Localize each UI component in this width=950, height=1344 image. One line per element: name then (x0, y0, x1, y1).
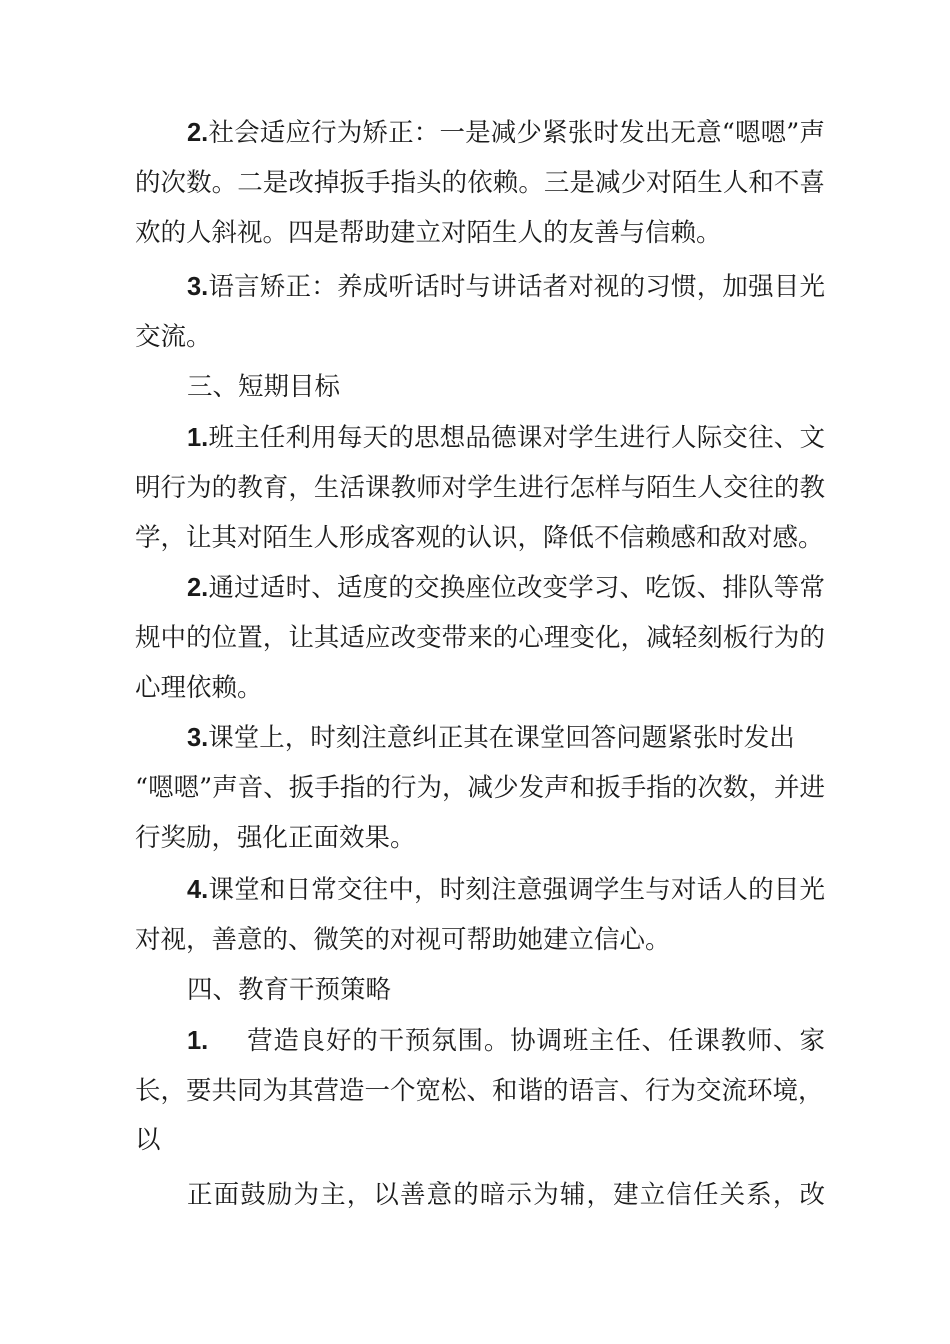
paragraph-text: 课堂上，时刻注意纠正其在课堂回答问题紧张时发出 (208, 723, 795, 753)
paragraph-goal-1-line-3: 学，让其对陌生人形成客观的认识，降低不信赖感和敌对感。 (135, 523, 824, 553)
paragraph-strategy-1-line-3: 以 (135, 1125, 161, 1155)
list-number: 3. (187, 273, 209, 301)
paragraph-goal-1-line-2: 明行为的教育，生活课教师对学生进行怎样与陌生人交往的教 (135, 473, 825, 503)
paragraph-goal-1-line-1 (187, 418, 825, 458)
paragraph-text: 社会适应行为矫正：一是减少紧张时发出无意“嗯嗯”声 (208, 118, 825, 148)
list-number: 1. (187, 1027, 209, 1055)
section-heading-intervention-strategy: 四、教育干预策略 (187, 975, 392, 1005)
paragraph-text: 语言矫正：养成听话时与讲话者对视的习惯，加强目光 (208, 272, 825, 302)
paragraph-language-line-1 (187, 267, 825, 307)
paragraph-strategy-1-continuation: 正面鼓励为主，以善意的暗示为辅，建立信任关系，改 (187, 1180, 825, 1210)
paragraph-goal-4-line-1 (187, 870, 825, 910)
paragraph-language-line-2: 交流。 (135, 322, 212, 352)
list-number: 2. (187, 574, 209, 602)
list-number: 4. (187, 876, 209, 904)
paragraph-social-line-3: 欢的人斜视。四是帮助建立对陌生人的友善与信赖。 (135, 218, 722, 248)
paragraph-strategy-1-line-2: 长，要共同为其营造一个宽松、和谐的语言、行为交流环境， (135, 1076, 824, 1106)
paragraph-text: 营造良好的干预氛围。协调班主任、任课教师、家 (246, 1026, 825, 1056)
list-number: 2. (187, 119, 209, 147)
paragraph-text: 班主任利用每天的思想品德课对学生进行人际交往、文 (208, 423, 825, 453)
paragraph-goal-2-line-1 (187, 568, 825, 608)
paragraph-text: 课堂和日常交往中，时刻注意强调学生与对话人的目光 (208, 875, 825, 905)
paragraph-goal-3-line-2: “嗯嗯”声音、扳手指的行为，减少发声和扳手指的次数，并进 (135, 773, 825, 803)
list-number: 3. (187, 724, 209, 752)
paragraph-text: 通过适时、适度的交换座位改变学习、吃饭、排队等常 (208, 573, 825, 603)
section-heading-short-term-goals: 三、短期目标 (187, 372, 341, 402)
paragraph-goal-4-line-2: 对视，善意的、微笑的对视可帮助她建立信心。 (135, 925, 671, 955)
paragraph-goal-2-line-2: 规中的位置，让其适应改变带来的心理变化，减轻刻板行为的 (135, 623, 825, 653)
paragraph-goal-2-line-3: 心理依赖。 (135, 673, 263, 703)
paragraph-goal-3-line-3: 行奖励，强化正面效果。 (135, 823, 416, 853)
paragraph-goal-3-line-1 (187, 718, 825, 758)
paragraph-social-line-1 (187, 113, 825, 153)
paragraph-strategy-1-line-1 (187, 1021, 825, 1061)
list-number: 1. (187, 424, 209, 452)
paragraph-social-line-2: 的次数。二是改掉扳手指头的依赖。三是减少对陌生人和不喜 (135, 168, 825, 198)
